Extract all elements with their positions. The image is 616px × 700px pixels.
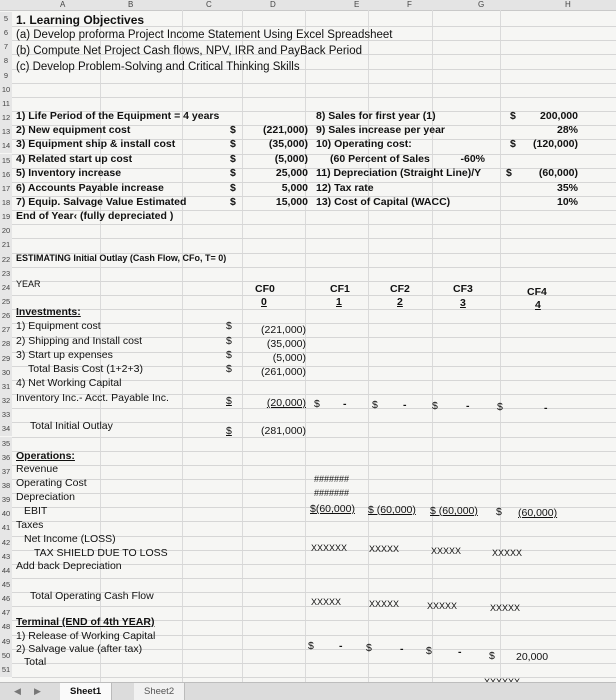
- row-number[interactable]: 35: [0, 437, 12, 451]
- row-number[interactable]: 14: [0, 139, 12, 153]
- tax-shield-cf2[interactable]: XXXXX: [369, 544, 400, 554]
- tab-sheet1[interactable]: Sheet1: [60, 683, 112, 700]
- net-income-label: Net Income (LOSS): [24, 533, 116, 545]
- ebit-label: EBIT: [24, 505, 48, 517]
- operating-cost-label: Operating Cost: [16, 477, 87, 489]
- row-number[interactable]: 15: [0, 154, 12, 168]
- row-number[interactable]: 47: [0, 606, 12, 620]
- assumption-13-value[interactable]: 10%: [556, 196, 578, 208]
- assumption-4-value[interactable]: (5,000): [274, 153, 308, 165]
- assumption-10-currency: $: [510, 138, 516, 150]
- column-header-bar: [0, 0, 616, 11]
- cf2-year: 2: [397, 296, 403, 308]
- assumption-3-value[interactable]: (35,000): [268, 138, 308, 150]
- cf3-dash[interactable]: -: [466, 400, 470, 412]
- salvage-cf4-currency: $: [489, 650, 495, 662]
- investment-1-value[interactable]: (221,000): [261, 324, 306, 336]
- column-header-g[interactable]: G: [478, 0, 485, 9]
- operations-title: Operations:: [16, 450, 75, 462]
- assumption-9-value[interactable]: 28%: [556, 124, 578, 136]
- assumption-11-value[interactable]: (60,000): [538, 167, 578, 179]
- column-header-e[interactable]: E: [354, 0, 360, 9]
- terminal-title: Terminal (END of 4th YEAR): [16, 616, 155, 628]
- salvage-cf2[interactable]: -: [400, 643, 404, 655]
- investment-total-value[interactable]: (261,000): [261, 366, 306, 378]
- gridline-h: [12, 437, 616, 438]
- cf3-year: 3: [460, 297, 466, 309]
- inventory-ap-value[interactable]: (20,000): [266, 397, 306, 409]
- row-number[interactable]: 26: [0, 309, 12, 323]
- investment-1: 1) Equipment cost: [16, 320, 101, 332]
- depreciation-cf4-currency: $: [496, 506, 502, 518]
- assumption-12: 12) Tax rate: [316, 182, 374, 194]
- gridline-h: [12, 309, 616, 310]
- assumption-6-value[interactable]: 5,000: [281, 182, 308, 194]
- column-header-h[interactable]: H: [565, 0, 571, 9]
- row-number[interactable]: 37: [0, 465, 12, 479]
- row-number[interactable]: 43: [0, 550, 12, 564]
- row-number[interactable]: 13: [0, 125, 12, 139]
- total-ocf-cf4[interactable]: XXXXX: [490, 603, 521, 613]
- row-number[interactable]: 49: [0, 635, 12, 649]
- total-operating-cash-flow-label: Total Operating Cash Flow: [30, 590, 154, 602]
- assumption-8: 8) Sales for first year (1): [316, 110, 436, 122]
- row-number[interactable]: 36: [0, 451, 12, 465]
- tab-sheet2[interactable]: Sheet2: [134, 683, 185, 700]
- investment-3-currency: $: [226, 349, 232, 361]
- cf1-year: 1: [336, 296, 342, 308]
- gridline-h: [12, 578, 616, 579]
- salvage-cf1[interactable]: -: [339, 640, 343, 652]
- row-number[interactable]: 20: [0, 224, 12, 238]
- row-number[interactable]: 32: [0, 394, 12, 408]
- cf4-year: 4: [535, 299, 541, 311]
- column-header-c[interactable]: C: [206, 0, 212, 9]
- row-number[interactable]: 27: [0, 323, 12, 337]
- column-header-a[interactable]: A: [60, 0, 66, 9]
- objectives-title: 1. Learning Objectives: [16, 13, 145, 27]
- gridline-h: [12, 267, 616, 268]
- row-number[interactable]: 8: [0, 54, 12, 68]
- investment-2-currency: $: [226, 335, 232, 347]
- row-number[interactable]: 44: [0, 564, 12, 578]
- tax-shield-label: TAX SHIELD DUE TO LOSS: [34, 547, 168, 559]
- row-number[interactable]: 25: [0, 295, 12, 309]
- gridline-h: [12, 677, 616, 678]
- column-header-f[interactable]: F: [407, 0, 412, 9]
- total-initial-outlay-label: Total Initial Outlay: [30, 420, 113, 432]
- cf1-dash[interactable]: -: [343, 398, 347, 410]
- cf4-label: CF4: [527, 286, 547, 298]
- row-number[interactable]: 33: [0, 408, 12, 422]
- estimating-heading: ESTIMATING Initial Outlay (Cash Flow, CFo, T= 0): [16, 253, 227, 263]
- row-number[interactable]: 45: [0, 578, 12, 592]
- investment-3: 3) Start up expenses: [16, 349, 113, 361]
- assumption-7-currency: $: [230, 196, 236, 208]
- assumption-6: 6) Accounts Payable increase: [16, 182, 164, 194]
- gridline-h: [12, 238, 616, 239]
- tax-shield-cf4[interactable]: XXXXX: [492, 548, 523, 558]
- gridline-h: [12, 323, 616, 324]
- assumption-5-value[interactable]: 25,000: [275, 167, 308, 179]
- cf3-label: CF3: [453, 283, 473, 295]
- assumption-8-value[interactable]: 200,000: [540, 110, 578, 122]
- assumption-10-note: (60 Percent of Sales: [330, 153, 430, 165]
- assumption-11: 11) Depreciation (Straight Line)/Y: [316, 167, 482, 179]
- inventory-ap-currency: $: [226, 395, 232, 407]
- row-number[interactable]: 12: [0, 111, 12, 125]
- cf2-currency: $: [372, 399, 378, 411]
- row-number[interactable]: 9: [0, 69, 12, 83]
- assumption-10-percent[interactable]: -60%: [460, 153, 485, 165]
- taxes-label: Taxes: [16, 519, 44, 531]
- assumption-2: 2) New equipment cost: [16, 124, 131, 136]
- cf0-label: CF0: [255, 283, 275, 295]
- gridline-h: [12, 97, 616, 98]
- row-number[interactable]: 39: [0, 493, 12, 507]
- row-number[interactable]: 42: [0, 536, 12, 550]
- row-number[interactable]: 31: [0, 380, 12, 394]
- assumption-4-currency: $: [230, 153, 236, 165]
- assumption-10: 10) Operating cost:: [316, 138, 412, 150]
- depreciation-cf3[interactable]: $ (60,000): [430, 505, 478, 517]
- assumption-7: 7) Equip. Salvage Value Estimated: [16, 196, 187, 208]
- assumption-8-currency: $: [510, 110, 516, 122]
- column-header-b[interactable]: B: [128, 0, 134, 9]
- total-outlay-value[interactable]: (281,000): [261, 425, 306, 437]
- depreciation-cf1[interactable]: $(60,000): [310, 503, 355, 515]
- row-number[interactable]: 46: [0, 592, 12, 606]
- row-number[interactable]: 23: [0, 267, 12, 281]
- assumption-12-value[interactable]: 35%: [556, 182, 578, 194]
- row-number[interactable]: 21: [0, 238, 12, 252]
- assumption-7-note: End of Year‹ (fully depreciated ): [16, 210, 174, 222]
- investment-2-value[interactable]: (35,000): [266, 338, 306, 350]
- depreciation-cf2[interactable]: $ (60,000): [368, 504, 416, 516]
- row-number[interactable]: 10: [0, 83, 12, 97]
- row-number[interactable]: 19: [0, 210, 12, 224]
- assumption-10-value[interactable]: (120,000): [533, 138, 578, 150]
- row-number[interactable]: 30: [0, 366, 12, 380]
- column-header-d[interactable]: D: [270, 0, 276, 9]
- gridline-h: [12, 83, 616, 84]
- assumption-6-currency: $: [230, 182, 236, 194]
- row-number[interactable]: 51: [0, 663, 12, 677]
- assumption-4: 4) Related start up cost: [16, 153, 133, 165]
- row-number[interactable]: 48: [0, 620, 12, 634]
- release-working-capital-label: 1) Release of Working Capital: [16, 630, 156, 642]
- operating-cost-cf1[interactable]: #######: [314, 488, 350, 498]
- investment-total-currency: $: [226, 363, 232, 375]
- investment-1-currency: $: [226, 320, 232, 332]
- assumption-13: 13) Cost of Capital (WACC): [316, 196, 451, 208]
- assumption-7-value[interactable]: 15,000: [275, 196, 308, 208]
- salvage-value-label: 2) Salvage value (after tax): [16, 643, 143, 655]
- row-number[interactable]: 5: [0, 12, 12, 26]
- row-number[interactable]: 41: [0, 521, 12, 535]
- investments-title: Investments:: [16, 306, 81, 318]
- cf4-currency: $: [497, 401, 503, 413]
- cf2-label: CF2: [390, 283, 410, 295]
- gridline-h: [12, 295, 616, 296]
- total-outlay-currency: $: [226, 425, 232, 437]
- assumption-2-value[interactable]: (221,000): [263, 124, 308, 136]
- assumption-1: 1) Life Period of the Equipment = 4 years: [16, 110, 220, 122]
- cf3-currency: $: [432, 400, 438, 412]
- row-number[interactable]: 34: [0, 422, 12, 436]
- row-number[interactable]: 16: [0, 168, 12, 182]
- objective-c: (c) Develop Problem-Solving and Critical Thinking Skills: [16, 61, 300, 73]
- salvage-cf4[interactable]: 20,000: [516, 651, 549, 663]
- salvage-cf2-currency: $: [366, 642, 372, 654]
- total-ocf-cf2[interactable]: XXXXX: [369, 599, 400, 609]
- assumption-5: 5) Inventory increase: [16, 167, 122, 179]
- year-label: YEAR: [16, 279, 41, 289]
- investment-3-value[interactable]: (5,000): [272, 352, 306, 364]
- row-number[interactable]: 11: [0, 97, 12, 111]
- investment-total: Total Basis Cost (1+2+3): [28, 363, 143, 375]
- gridline-h: [12, 465, 616, 466]
- depreciation-label: Depreciation: [16, 491, 75, 503]
- assumption-9: 9) Sales increase per year: [316, 124, 446, 136]
- row-number[interactable]: 28: [0, 337, 12, 351]
- cf4-dash[interactable]: -: [544, 402, 548, 414]
- terminal-total-label: Total: [24, 656, 47, 668]
- total-ocf-cf3[interactable]: XXXXX: [427, 601, 458, 611]
- row-number[interactable]: 29: [0, 352, 12, 366]
- row-number[interactable]: 40: [0, 507, 12, 521]
- investment-2: 2) Shipping and Install cost: [16, 335, 143, 347]
- salvage-cf3-currency: $: [426, 645, 432, 657]
- revenue-cf1[interactable]: #######: [314, 474, 350, 484]
- revenue-label: Revenue: [16, 463, 59, 475]
- objective-a: (a) Develop proforma Project Income Statement Using Excel Spreadsheet: [16, 29, 393, 41]
- assumption-5-currency: $: [230, 167, 236, 179]
- assumption-3-currency: $: [230, 138, 236, 150]
- row-number[interactable]: 6: [0, 26, 12, 40]
- depreciation-cf4[interactable]: (60,000): [518, 507, 558, 519]
- tax-shield-cf3[interactable]: XXXXX: [431, 546, 462, 556]
- gridline-h: [12, 451, 616, 452]
- assumption-2-currency: $: [230, 124, 236, 136]
- row-number[interactable]: 17: [0, 182, 12, 196]
- gridline-h: [12, 224, 616, 225]
- cf1-label: CF1: [330, 283, 350, 295]
- tab-scroll-left-icon[interactable]: ◀: [14, 686, 21, 696]
- sheet-tab-bar: [0, 682, 616, 700]
- row-number[interactable]: 24: [0, 281, 12, 295]
- assumption-3: 3) Equipment ship & install cost: [16, 138, 176, 150]
- tax-shield-cf1[interactable]: XXXXXX: [311, 543, 348, 553]
- salvage-cf1-currency: $: [308, 640, 314, 652]
- salvage-cf3[interactable]: -: [458, 646, 462, 658]
- inventory-ap: Inventory Inc.- Acct. Payable Inc.: [16, 392, 169, 404]
- gridline-h: [12, 521, 616, 522]
- row-number[interactable]: 7: [0, 40, 12, 54]
- cf1-currency: $: [314, 398, 320, 410]
- cf2-dash[interactable]: -: [403, 399, 407, 411]
- row-number[interactable]: 22: [0, 253, 12, 267]
- total-ocf-cf1[interactable]: XXXXX: [311, 597, 342, 607]
- cf0-year: 0: [261, 296, 267, 308]
- tab-scroll-right-icon[interactable]: ▶: [34, 686, 41, 696]
- objective-b: (b) Compute Net Project Cash flows, NPV, IRR and PayBack Period: [16, 45, 362, 57]
- net-working-capital: 4) Net Working Capital: [16, 377, 122, 389]
- row-number[interactable]: 50: [0, 649, 12, 663]
- add-back-depreciation-label: Add back Depreciation: [16, 560, 122, 572]
- gridline-h: [12, 281, 616, 282]
- row-number[interactable]: 18: [0, 196, 12, 210]
- assumption-11-currency: $: [506, 167, 512, 179]
- row-number[interactable]: 38: [0, 479, 12, 493]
